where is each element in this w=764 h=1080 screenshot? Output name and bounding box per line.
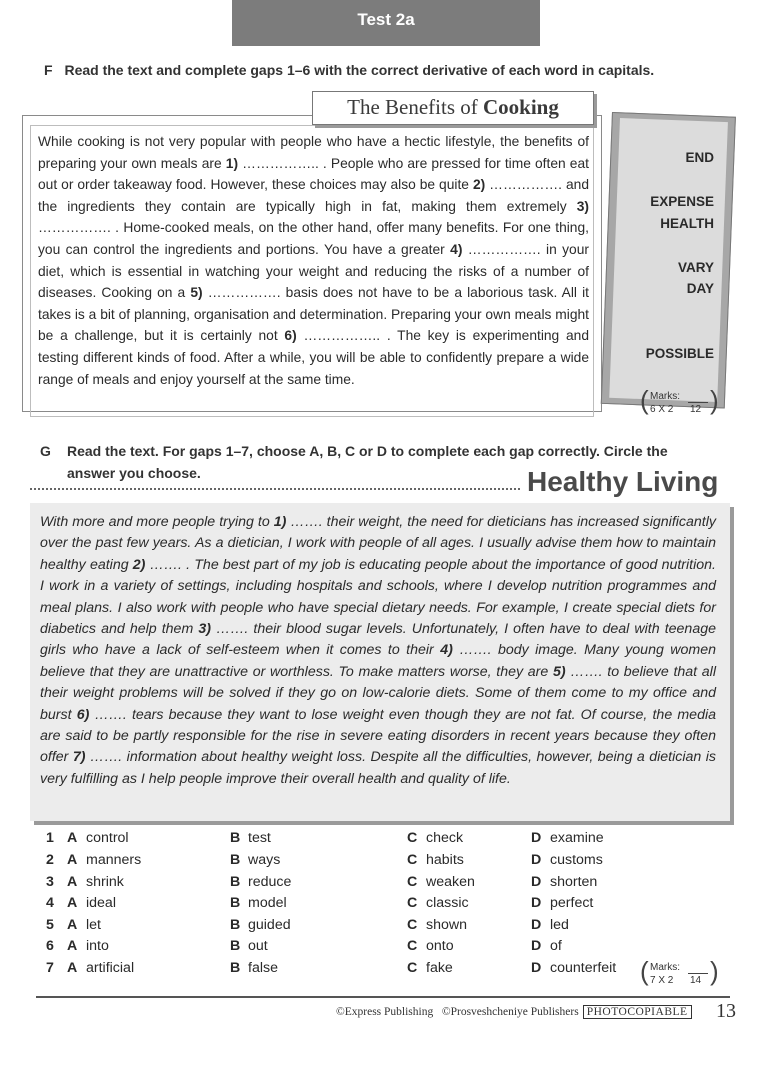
option-letter[interactable]: C <box>407 960 418 976</box>
photocopiable-badge: PHOTOCOPIABLE <box>583 1005 692 1019</box>
capital-word: EXPENSE <box>650 194 714 209</box>
capital-word: VARY <box>677 260 714 275</box>
section-f-instruction <box>44 62 744 78</box>
marks-label: Marks: <box>650 391 680 402</box>
passage-segment: ……. their weight, the need for dieticians has increased significantly over the past few years. As a dietician, I work with people of all ages. I usually advise them how to maintain healthy eating <box>40 514 716 573</box>
option-letter[interactable]: D <box>531 960 542 976</box>
question-number: 6 <box>46 938 54 954</box>
gap-number: 3) <box>576 198 589 214</box>
option-d[interactable]: perfect <box>550 895 594 911</box>
option-c[interactable]: onto <box>426 938 454 954</box>
option-d[interactable]: of <box>550 938 562 954</box>
passage-segment: …………….. . The key is experimenting and testing different kinds of food. After a while, you will be able to confidently prepare a wide range of meals and enjoy yourself at the same time. <box>38 328 589 387</box>
option-letter[interactable]: A <box>67 874 78 890</box>
question-number: 4 <box>46 895 54 911</box>
gap-number: 4) <box>450 241 463 257</box>
answer-row <box>40 874 660 894</box>
capital-word: HEALTH <box>660 216 714 231</box>
passage-segment: ……………. in your diet, which is essential in watching your weight and reducing the risks of a number of diseases. Cooking on a <box>38 241 589 301</box>
section-f-instruction-text: Read the text and complete gaps 1–6 with the correct derivative of each word in capitals. <box>64 62 655 78</box>
option-letter[interactable]: D <box>531 852 542 868</box>
section-f-marks: ( Marks: 6 X 2 12 ) <box>640 385 719 415</box>
capital-word: DAY <box>686 281 714 296</box>
question-number: 7 <box>46 960 54 976</box>
gap-number: 7) <box>72 749 86 766</box>
option-c[interactable]: fake <box>426 960 453 976</box>
passage-segment: ……. tears because they want to lose weight even though they are not fat. Of course, the media are said to be partly responsible for the rise in severe eating disorders in recent years because they often offer <box>40 706 717 766</box>
option-letter[interactable]: B <box>230 895 241 911</box>
option-b[interactable]: out <box>248 938 268 954</box>
section-g-passage <box>40 512 716 790</box>
option-d[interactable]: led <box>550 917 569 933</box>
option-letter[interactable]: B <box>230 830 241 846</box>
answer-row <box>40 960 660 980</box>
marks-total: 12 <box>690 404 702 415</box>
footer-credits <box>336 1006 692 1018</box>
answer-row <box>40 852 660 872</box>
option-letter[interactable]: A <box>67 895 78 911</box>
word-list <box>612 112 734 402</box>
option-letter[interactable]: B <box>230 917 241 933</box>
option-letter[interactable]: D <box>531 917 542 933</box>
option-c[interactable]: habits <box>426 852 464 868</box>
passage-segment: ……………. . Home-cooked meals, on the other hand, offer many benefits. For one thing, you can control the ingredients and portions. You have a greater <box>38 220 589 257</box>
gap-number: 1) <box>225 155 239 171</box>
option-a[interactable]: let <box>86 917 101 933</box>
gap-number: 6) <box>76 706 90 723</box>
passage-segment: ……. body image. Many young women believe that they are unattractive or worthless. To make matters worse, they are <box>40 642 716 680</box>
option-letter[interactable]: C <box>407 938 418 954</box>
publisher-credit: ©Express Publishing <box>336 1006 434 1018</box>
option-letter[interactable]: C <box>407 917 418 933</box>
passage-segment: ……. to believe that all their weight problems will be solved if they go on low-calorie diets. Some of them come to my office and burst <box>40 663 716 723</box>
option-a[interactable]: into <box>86 938 109 954</box>
answer-row <box>40 830 660 850</box>
option-letter[interactable]: B <box>230 938 241 954</box>
option-b[interactable]: test <box>248 830 271 846</box>
option-d[interactable]: customs <box>550 852 603 868</box>
option-c[interactable]: weaken <box>426 874 475 890</box>
option-letter[interactable]: C <box>407 830 418 846</box>
footer-rule <box>36 996 730 998</box>
gap-number: 2) <box>132 556 146 573</box>
test-title-tab: Test 2a <box>232 0 540 46</box>
question-number: 2 <box>46 852 54 868</box>
gap-number: 4) <box>440 642 453 659</box>
gap-number: 6) <box>284 328 297 344</box>
option-letter[interactable]: C <box>407 874 418 890</box>
question-number: 3 <box>46 874 54 890</box>
option-letter[interactable]: B <box>230 874 241 890</box>
marks-total: 14 <box>690 975 702 986</box>
option-a[interactable]: control <box>86 830 129 846</box>
question-number: 5 <box>46 917 54 933</box>
gap-number: 5) <box>190 285 203 301</box>
page-number: 13 <box>716 1000 736 1022</box>
section-f-title <box>312 91 594 125</box>
marks-formula: 6 X 2 <box>650 404 674 415</box>
section-g-marks: ( Marks: 7 X 2 14 ) <box>640 956 719 986</box>
section-f-title-bold: Cooking <box>483 95 559 119</box>
option-letter[interactable]: D <box>531 874 542 890</box>
option-b[interactable]: reduce <box>248 874 292 890</box>
option-c[interactable]: classic <box>426 895 469 911</box>
option-letter[interactable]: D <box>531 938 542 954</box>
dotted-divider <box>30 488 520 490</box>
publisher-credit: ©Prosveshcheniye Publishers <box>441 1006 579 1018</box>
option-b[interactable]: model <box>248 895 287 911</box>
option-letter[interactable]: B <box>230 852 241 868</box>
section-f-title-plain: The Benefits of <box>347 95 483 119</box>
passage-segment: With more and more people trying to <box>40 514 274 530</box>
option-letter[interactable]: B <box>230 960 241 976</box>
section-g-instruction-text: Read the text. For gaps 1–7, choose A, B, C or D to complete each gap correctly. Circle the answer you choose. <box>67 443 668 481</box>
marks-label: Marks: <box>650 962 680 973</box>
answer-row <box>40 917 660 937</box>
section-f-passage <box>38 131 589 390</box>
option-b[interactable]: ways <box>248 852 281 868</box>
option-b[interactable]: guided <box>248 917 291 933</box>
option-a[interactable]: ideal <box>86 895 116 911</box>
option-letter[interactable]: A <box>67 917 78 933</box>
option-letter[interactable]: A <box>67 938 78 954</box>
section-f-letter: F <box>44 62 53 78</box>
option-a[interactable]: artificial <box>86 960 135 976</box>
section-g-letter: G <box>40 443 51 459</box>
option-letter[interactable]: A <box>67 852 78 868</box>
option-d[interactable]: examine <box>550 830 604 846</box>
gap-number: 2) <box>472 177 486 193</box>
gap-number: 5) <box>552 663 566 680</box>
passage-segment: …………….. . People who are pressed for time often eat out or order takeaway food. However, these choices may also be quite <box>38 155 589 193</box>
question-number: 1 <box>46 830 54 846</box>
passage-segment: While cooking is not very popular with people who have a hectic lifestyle, the benefits of preparing your own meals are <box>38 134 589 171</box>
option-d[interactable]: counterfeit <box>550 960 617 976</box>
answer-row <box>40 938 660 958</box>
option-letter[interactable]: D <box>531 830 542 846</box>
capital-word: POSSIBLE <box>645 346 714 361</box>
option-c[interactable]: check <box>426 830 464 846</box>
option-letter[interactable]: C <box>407 852 418 868</box>
capital-word: END <box>685 150 714 165</box>
option-c[interactable]: shown <box>426 917 468 933</box>
answer-row <box>40 895 660 915</box>
section-g-title: Healthy Living <box>527 466 719 497</box>
option-b[interactable]: false <box>248 960 278 976</box>
passage-segment: ……………. basis does not have to be a laborious task. All it takes is a bit of planning, organisation and determination. Preparing your own meals might be a challenge, but it is certainly not <box>38 285 589 344</box>
passage-segment: ……. information about healthy weight loss. Despite all the difficulties, however, being a dietician is very fulfilling as I help people improve their overall health and quality of life. <box>40 749 716 787</box>
marks-formula: 7 X 2 <box>650 975 674 986</box>
option-letter[interactable]: A <box>67 960 78 976</box>
passage-segment: ……. their blood sugar levels. Unfortunately, I often have to deal with teenage girls who have a lack of self-esteem when it comes to their <box>40 621 716 659</box>
passage-segment: ……. . The best part of my job is educating people about the importance of good nutrition. I work in a variety of settings, including hospitals and schools, where I develop nutrition programmes and meal plans. I also work with people who have special dietary needs. For example, I create special diets for diabetics and help them <box>40 556 716 638</box>
gap-number: 3) <box>198 621 211 638</box>
option-letter[interactable]: A <box>67 830 78 846</box>
option-letter[interactable]: D <box>531 895 542 911</box>
option-a[interactable]: shrink <box>86 874 124 890</box>
option-a[interactable]: manners <box>86 852 142 868</box>
option-d[interactable]: shorten <box>550 874 598 890</box>
option-letter[interactable]: C <box>407 895 418 911</box>
passage-segment: ……………. and the ingredients they contain are typically high in fat, making them extremely <box>38 177 589 214</box>
gap-number: 1) <box>273 514 287 530</box>
